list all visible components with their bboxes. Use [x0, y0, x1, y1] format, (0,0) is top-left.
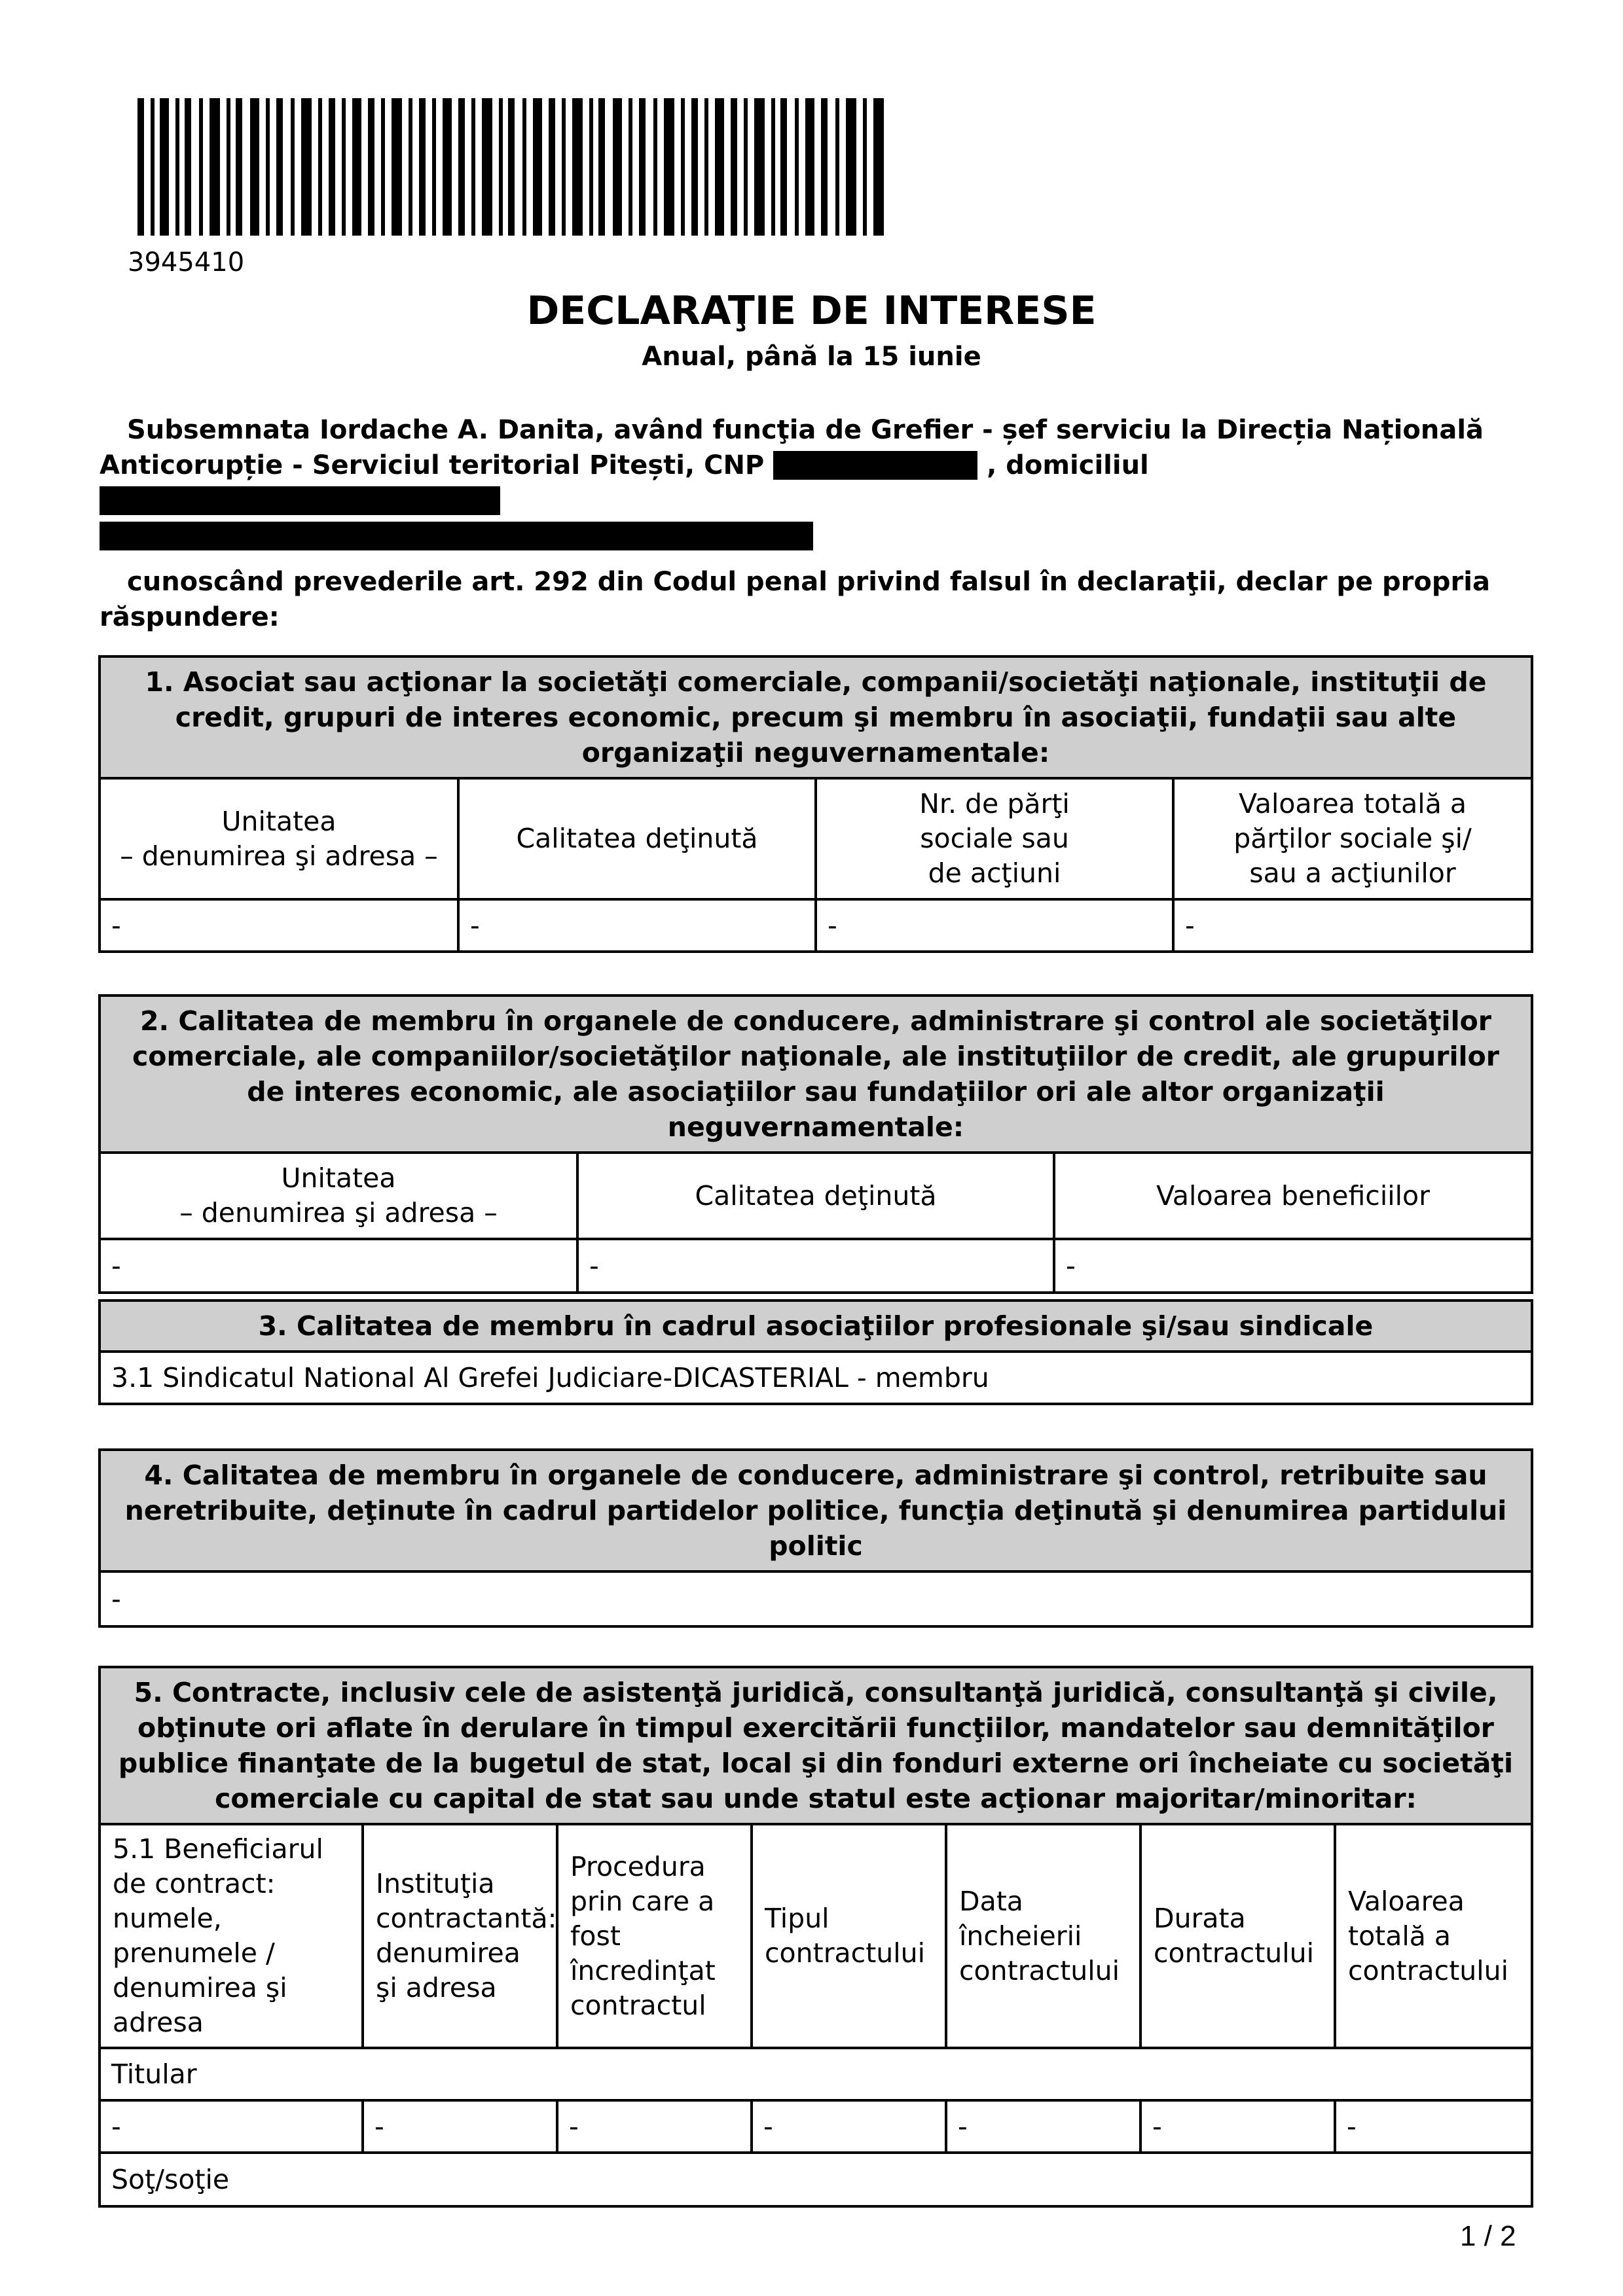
table-cell: -: [946, 2100, 1140, 2153]
barcode: [137, 98, 884, 236]
section-4: [98, 1448, 1533, 1628]
table-cell: -: [1335, 2100, 1531, 2153]
table-cell: -: [101, 2100, 363, 2153]
section-5-header-row: [101, 1825, 1531, 2048]
section-5-sot-row: [101, 2153, 1531, 2205]
section-1-heading: 1. Asociat sau acţionar la societăţi comerciale, companii/societăţi naţionale, instituţii de credit, grupuri de interes economic, precum şi membru în asociaţii, fundaţii sau alte organizaţii neguvernamentale:: [101, 658, 1531, 780]
sot-label: Soţ/soţie: [101, 2153, 1531, 2205]
table-row: [101, 1239, 1531, 1291]
section-2-col-valoarea: Valoarea beneficiilor: [1054, 1154, 1531, 1239]
table-cell: 3.1 Sindicatul National Al Grefei Judiciare-DICASTERIAL - membru: [111, 1361, 989, 1393]
table-cell: -: [1173, 899, 1531, 950]
section-2: [98, 994, 1533, 1294]
domiciliu-label: , domiciliul: [987, 450, 1149, 480]
table-row: [101, 1573, 1531, 1625]
redacted-address-continued: [100, 522, 813, 550]
page-subtitle: Anual, până la 15 iunie: [642, 342, 981, 372]
section-3: [98, 1299, 1533, 1405]
table-cell: -: [101, 1239, 577, 1291]
section-3-table: [101, 1353, 1531, 1403]
section-5-table: [101, 1825, 1531, 2205]
table-cell: -: [111, 1583, 121, 1615]
section-2-col-calitatea: Calitatea deţinută: [577, 1154, 1054, 1239]
section-1-col-unitatea: Unitatea – denumirea şi adresa –: [101, 780, 458, 899]
redacted-cnp: [773, 451, 977, 480]
table-row: [101, 2100, 1531, 2153]
section-4-table: [101, 1573, 1531, 1625]
section-5-heading: 5. Contracte, inclusiv cele de asistenţă juridică, consultanţă juridică, consultanţă şi civile, obţinute ori aflate în derulare în timpul exercitării funcţiilor, mandatelor sau demnităţilor publice finanţate de la bugetul de stat, local şi din fonduri externe ori încheiate cu societăţi comerciale cu capital de stat sau unde statul este acţionar majoritar/minoritar:: [101, 1668, 1531, 1825]
declarant-statement: [100, 564, 1533, 635]
section-5-titular-row: [101, 2048, 1531, 2100]
page-title: DECLARAŢIE DE INTERESE: [526, 288, 1097, 334]
section-3-heading: 3. Calitatea de membru în cadrul asociaţiilor profesionale şi/sau sindicale: [101, 1302, 1531, 1353]
table-row: [101, 1353, 1531, 1403]
section-5-col-tipul: Tipul contractului: [752, 1825, 946, 2048]
table-cell: -: [1140, 2100, 1335, 2153]
table-cell: -: [101, 899, 458, 950]
declarant-block: [100, 412, 1533, 635]
section-1-table: [101, 780, 1531, 950]
section-1-col-valoarea: Valoarea totală a părţilor sociale şi/ sau a acţiunilor: [1173, 780, 1531, 899]
table-cell: -: [458, 899, 816, 950]
section-5-col-institutia: Instituţia contractantă: denumirea şi adresa: [363, 1825, 557, 2048]
declarant-statement-text: cunoscând prevederile art. 292 din Codul penal privind falsul în declaraţii, declar pe propria răspundere:: [100, 567, 1490, 632]
page-number: 1 / 2: [1460, 2220, 1516, 2252]
section-2-col-unitatea: Unitatea – denumirea şi adresa –: [101, 1154, 577, 1239]
section-1-header-row: [101, 780, 1531, 899]
redacted-address: [100, 486, 500, 515]
declarant-identity: [100, 412, 1533, 554]
declarant-identity-text: Subsemnata Iordache A. Danita, având funcţia de Grefier - șef serviciu la Direcția Națională Anticorupție - Serviciul teritorial Pitești, CNP: [100, 415, 1484, 480]
section-5-col-durata: Durata contractului: [1140, 1825, 1335, 2048]
barcode-number: 3945410: [128, 247, 245, 278]
section-2-table: [101, 1154, 1531, 1291]
table-cell: -: [1054, 1239, 1531, 1291]
section-1-col-calitatea: Calitatea deţinută: [458, 780, 816, 899]
section-4-heading: 4. Calitatea de membru în organele de conducere, administrare şi control, retribuite sau neretribuite, deţinute în cadrul partidelor politice, funcţia deţinută şi denumirea partidului politic: [101, 1451, 1531, 1573]
section-5: [98, 1666, 1533, 2208]
table-cell: -: [752, 2100, 946, 2153]
section-2-header-row: [101, 1154, 1531, 1239]
section-1: [98, 655, 1533, 953]
section-2-heading: 2. Calitatea de membru în organele de conducere, administrare şi control ale societăţilor comerciale, ale companiilor/societăţilor naţionale, ale instituţiilor de credit, ale grupurilor de interes economic, ale asociaţiilor sau fundaţiilor ori ale altor organizaţii neguvernamentale:: [101, 997, 1531, 1154]
section-5-col-data: Data încheierii contractului: [946, 1825, 1140, 2048]
section-5-col-valoarea: Valoarea totală a contractului: [1335, 1825, 1531, 2048]
table-cell: -: [577, 1239, 1054, 1291]
table-cell: -: [557, 2100, 752, 2153]
section-5-col-beneficiar: 5.1 Beneficiarul de contract: numele, prenumele / denumirea şi adresa: [101, 1825, 363, 2048]
table-row: [101, 899, 1531, 950]
section-5-col-procedura: Procedura prin care a fost încredinţat contractul: [557, 1825, 752, 2048]
titular-label: Titular: [101, 2048, 1531, 2100]
table-cell: -: [363, 2100, 557, 2153]
section-1-col-nr-parti: Nr. de părţi sociale sau de acţiuni: [816, 780, 1173, 899]
table-cell: -: [816, 899, 1173, 950]
